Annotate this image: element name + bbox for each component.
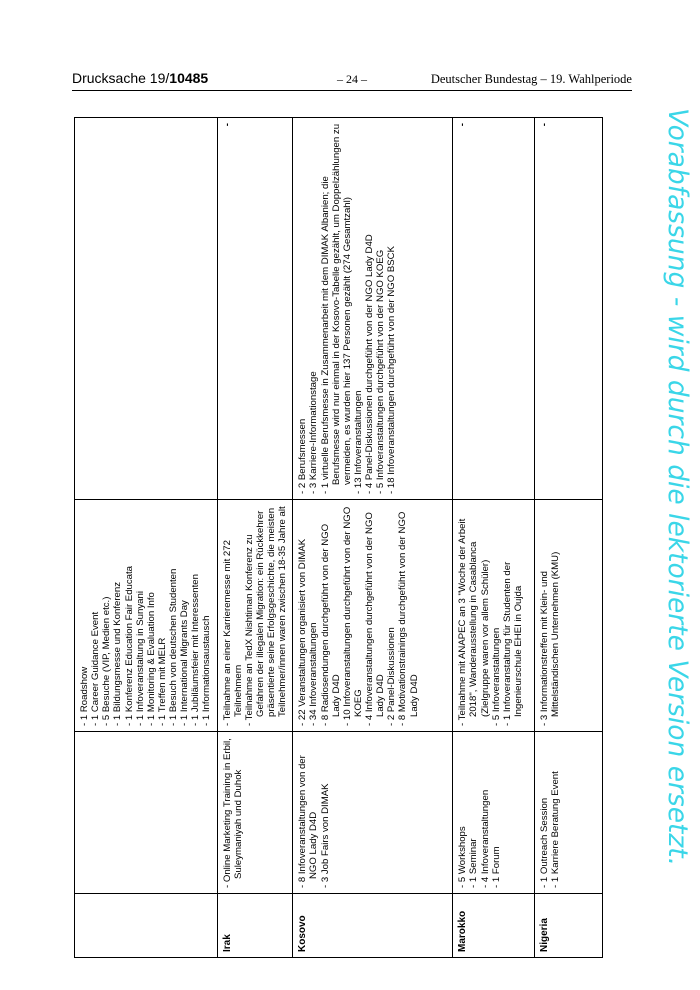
list-item: - 8 Radiosendungen durchgeführt von der NGO Lady D4D	[320, 505, 342, 726]
list-item: - Teilnahme an TedX Nishtiman Konferenz zu Gefahren der illegalen Migration: ein Rückkehrer präsentierte seine Erfolgsgeschichte, die meisten Teilnehmer/innen waren zwischen 18-35 Jahre alt	[244, 505, 289, 726]
list-item: - 1 Monitoring & Evaluation Info	[146, 505, 157, 726]
empty-dash: -	[221, 123, 233, 127]
list-item: - 1 virtuelle Berufsmesse in Zusammenarbeit mit dem DIMAK Albanien; die Berufsmesse wird nur einmal in der Kosovo-Tabelle gezählt, um Doppelzählungen zu vermeiden, es wurden hier 137 Personen gezählt (274 Gesamtzahl)	[320, 123, 353, 494]
event-cell	[75, 500, 218, 732]
list-item: - Teilnahme mit ANAPEC an 3 "Woche der Arbeit 2018", Wanderausstellung in Casablanca (Zielgruppe waren vor allem Schüler)	[457, 505, 490, 726]
country-cell: Nigeria	[535, 894, 603, 958]
country-cell: Kosovo	[293, 894, 453, 958]
list-item: - 1 Infoveranstaltung für Studenten der Ingenieurschule EHEI in Oujda	[502, 505, 524, 726]
list-item: - 4 Infoveranstaltungen durchgeführt von der NGO Lady D4D	[364, 505, 386, 726]
list-item: - 5 Infoveranstaltungen durchgeführt von der NGO KOEG	[375, 123, 386, 494]
list-item: - 2 Panel-Diskussionen	[386, 505, 397, 726]
list-item: - 5 Workshops	[457, 737, 468, 888]
table-body	[75, 118, 603, 958]
table-row	[293, 118, 453, 958]
item-list	[222, 737, 244, 888]
item-list	[539, 505, 561, 726]
list-item: - 1 Informationsaustausch	[201, 505, 212, 726]
activity-cell	[217, 732, 293, 894]
item-list	[297, 123, 397, 494]
country-cell: Irak	[217, 894, 293, 958]
item-list	[297, 737, 330, 888]
activity-cell	[75, 732, 218, 894]
rotated-table-wrapper	[74, 118, 572, 958]
item-list	[539, 737, 561, 888]
list-item: - 8 Motivationstrainings durchgeführt von der NGO Lady D4D	[397, 505, 419, 726]
list-item: - 1 Konferenz Education Fair Educata	[124, 505, 135, 726]
activity-cell	[293, 732, 453, 894]
document-number-value: 10485	[169, 70, 209, 86]
page-header	[72, 68, 632, 91]
list-item: - 1 Infoveranstaltung in Sunyani	[135, 505, 146, 726]
detail-cell	[293, 118, 453, 500]
list-item: - 1 Seminar	[468, 737, 479, 888]
list-item: - 1 International Migrants Day	[179, 505, 190, 726]
list-item: - 13 Infoveranstaltungen	[353, 123, 364, 494]
empty-dash: -	[457, 123, 469, 127]
item-list	[222, 505, 289, 726]
country-cell: Marokko	[453, 894, 535, 958]
list-item: - 3 Job Fairs von DIMAK	[320, 737, 331, 888]
list-item: - 1 Outreach Session	[539, 737, 550, 888]
event-cell	[535, 500, 603, 732]
list-item: - Teilnahme an einer Karrieremesse mit 272 Teilnehmern	[222, 505, 244, 726]
list-item: - 1 Treffen mit MELR	[157, 505, 168, 726]
table-row	[453, 118, 535, 958]
list-item: - 3 Karriere-Informationstage	[308, 123, 319, 494]
event-cell	[453, 500, 535, 732]
list-item: - 1 Forum	[491, 737, 502, 888]
activity-cell	[535, 732, 603, 894]
country-cell	[75, 894, 218, 958]
page-number: – 24 –	[337, 72, 367, 86]
list-item: - 4 Infoveranstaltungen	[480, 737, 491, 888]
list-item: - 1 Career Guidance Event	[90, 505, 101, 726]
list-item: - 18 Infoveranstaltungen durchgeführt von der NGO BSCK	[386, 123, 397, 494]
list-item: - 5 Besuche (VIP, Medien etc.)	[101, 505, 112, 726]
item-list	[297, 505, 419, 726]
table-row	[75, 118, 218, 958]
document-number-prefix: Drucksache 19/	[72, 70, 170, 86]
list-item: - Online Marketing Training in Erbil, Suleymaniyah und Duhok	[222, 737, 244, 888]
table-row	[217, 118, 293, 958]
item-list	[457, 505, 524, 726]
item-list	[457, 737, 502, 888]
event-cell	[293, 500, 453, 732]
list-item: - 1 Besuch von deutschen Studenten	[168, 505, 179, 726]
list-item: - 4 Panel-Diskussionen durchgeführt von der NGO Lady D4D	[364, 123, 375, 494]
list-item: - 1 Karriere Beratung Event	[550, 737, 561, 888]
item-list	[79, 505, 213, 726]
draft-watermark: Vorabfassung - wird durch die lektorierte Version ersetzt.	[662, 108, 693, 867]
list-item: - 1 Roadshow	[79, 505, 90, 726]
empty-dash: -	[539, 123, 551, 127]
detail-cell	[535, 118, 603, 500]
list-item: - 5 Infoveranstaltungen	[491, 505, 502, 726]
list-item: - 34 Infoveranstaltungen	[308, 505, 319, 726]
publisher-title: Deutscher Bundestag – 19. Wahlperiode	[430, 72, 632, 86]
event-cell	[217, 500, 293, 732]
list-item: - 22 Veranstaltungen organisiert von DIMAK	[297, 505, 308, 726]
detail-cell	[217, 118, 293, 500]
list-item: - 8 Infoveranstaltungen von der NGO Lady D4D	[297, 737, 319, 888]
activity-cell	[453, 732, 535, 894]
detail-cell	[75, 118, 218, 500]
detail-cell	[453, 118, 535, 500]
list-item: - 2 Berufsmessen	[297, 123, 308, 494]
list-item: - 3 Informationstreffen mit Klein- und Mittelständischen Unternehmen (KMU)	[539, 505, 561, 726]
list-item: - 10 Infoveranstaltungen durchgeführt von der NGO KOEG	[342, 505, 364, 726]
list-item: - 1 Bildungsmesse und Konferenz	[112, 505, 123, 726]
table-row	[535, 118, 603, 958]
list-item: - 1 Jubiläumsfeier mit Interessenten	[190, 505, 201, 726]
data-table	[74, 117, 603, 958]
